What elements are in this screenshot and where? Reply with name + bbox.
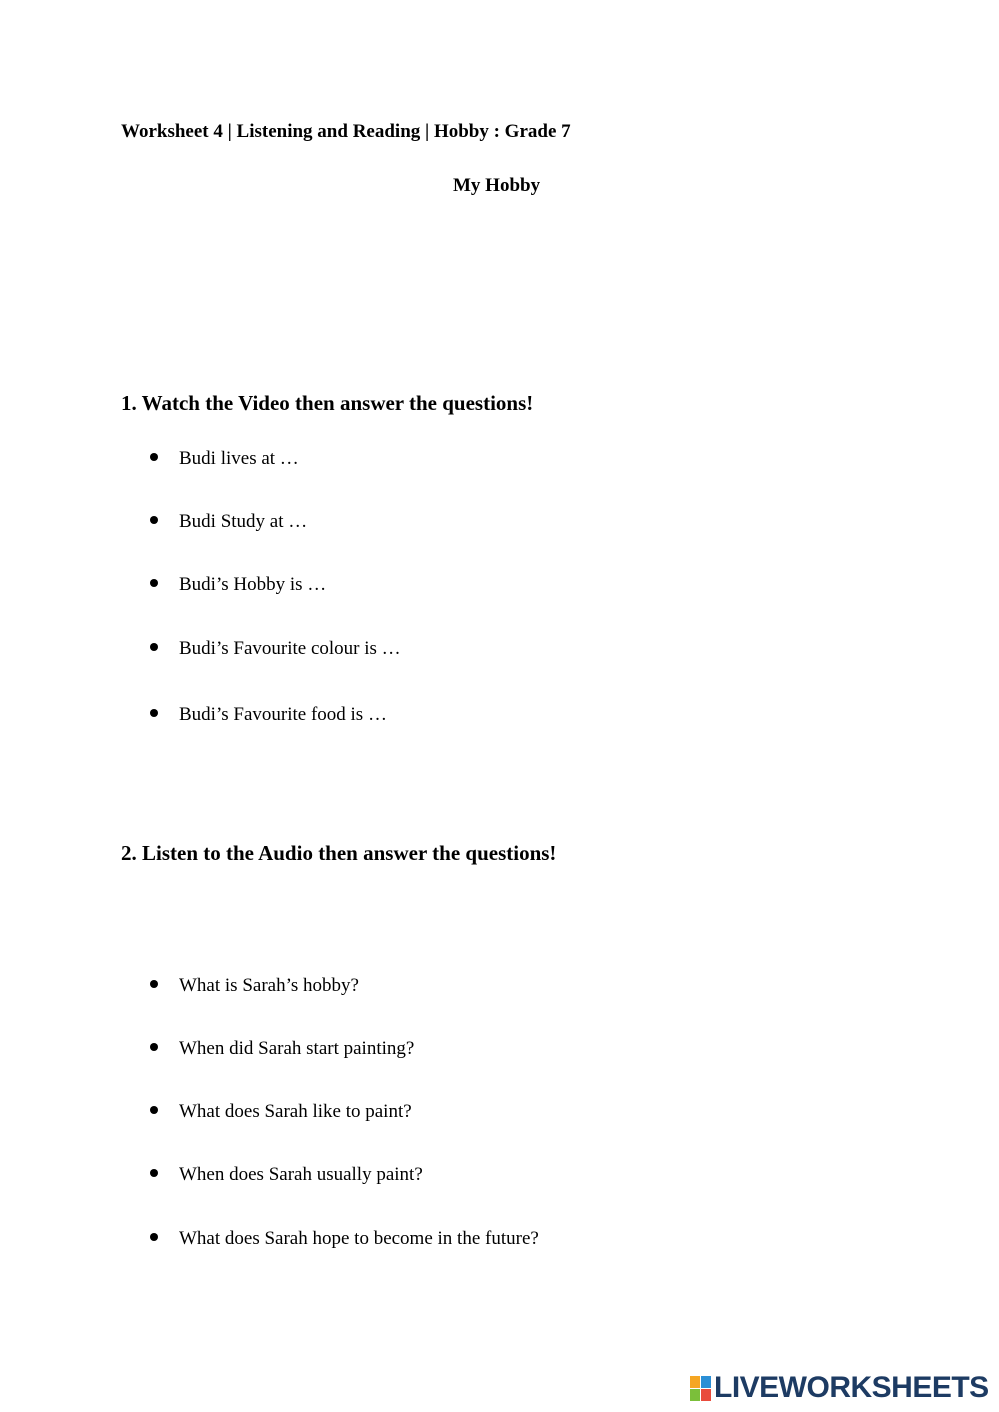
page-title: My Hobby (453, 175, 541, 196)
list-item: Budi’s Favourite food is … (150, 704, 387, 726)
bullet-icon (150, 516, 158, 524)
logo-blocks-icon (690, 1376, 711, 1401)
list-item: What is Sarah’s hobby? (150, 975, 359, 997)
bullet-icon (150, 453, 158, 461)
list-item: Budi’s Favourite colour is … (150, 638, 401, 660)
bullet-icon (150, 579, 158, 587)
bullet-icon (150, 1169, 158, 1177)
bullet-icon (150, 1233, 158, 1241)
list-item: When does Sarah usually paint? (150, 1164, 423, 1186)
logo-text: LIVEWORKSHEETS (714, 1371, 989, 1404)
list-item: What does Sarah hope to become in the future? (150, 1228, 539, 1250)
worksheet-header: Worksheet 4 | Listening and Reading | Hobby : Grade 7 (121, 121, 571, 142)
list-item: When did Sarah start painting? (150, 1038, 414, 1060)
section-2-heading: 2. Listen to the Audio then answer the questions! (121, 841, 557, 865)
bullet-icon (150, 1043, 158, 1051)
section-1-heading: 1. Watch the Video then answer the questions! (121, 391, 534, 415)
bullet-icon (150, 709, 158, 717)
list-item: Budi Study at … (150, 511, 307, 533)
list-item: Budi lives at … (150, 448, 299, 470)
liveworksheets-logo (690, 1373, 989, 1403)
list-item: Budi’s Hobby is … (150, 574, 326, 596)
bullet-icon (150, 1106, 158, 1114)
bullet-icon (150, 980, 158, 988)
list-item: What does Sarah like to paint? (150, 1101, 412, 1123)
bullet-icon (150, 643, 158, 651)
